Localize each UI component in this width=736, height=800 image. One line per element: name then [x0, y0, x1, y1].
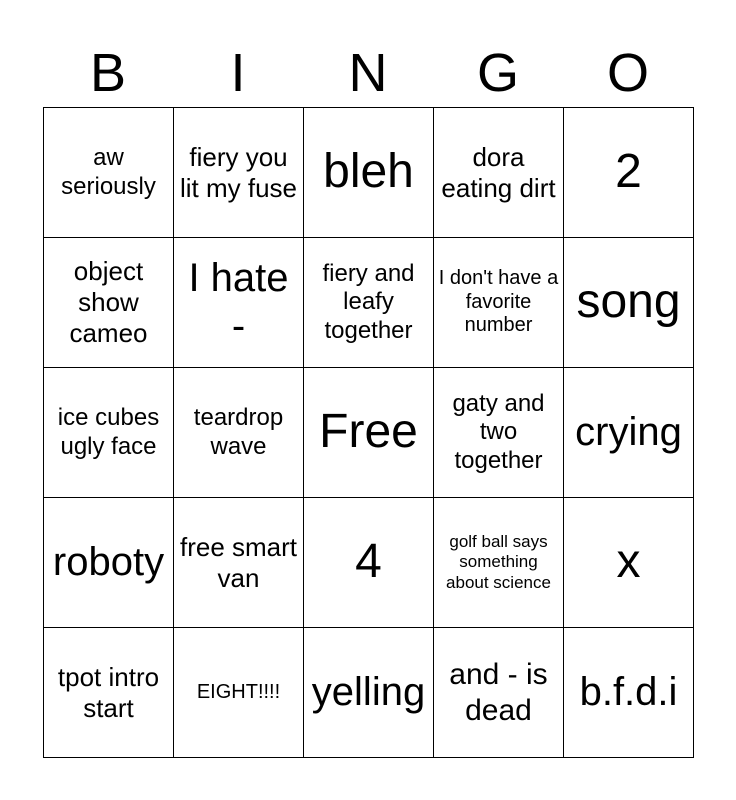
bingo-cell[interactable]: and - is dead [434, 628, 564, 758]
header-letter-g: G [476, 43, 519, 103]
board-row [44, 368, 694, 498]
bingo-cell[interactable]: I hate - [174, 238, 304, 368]
bingo-cell[interactable]: dora eating dirt [434, 108, 564, 238]
bingo-cell[interactable]: x [564, 498, 694, 628]
header-letter-n: N [348, 43, 388, 103]
bingo-cell[interactable]: song [564, 238, 694, 368]
board-row [44, 108, 694, 238]
board-row [44, 238, 694, 368]
board-row [44, 498, 694, 628]
bingo-cell[interactable]: roboty [44, 498, 174, 628]
bingo-cell free-space[interactable]: Free [304, 368, 434, 498]
bingo-cell[interactable]: fiery you lit my fuse [174, 108, 304, 238]
bingo-cell[interactable]: aw seriously [44, 108, 174, 238]
board-row [44, 628, 694, 758]
bingo-cell[interactable]: object show cameo [44, 238, 174, 368]
bingo-cell[interactable]: I don't have a favorite number [434, 238, 564, 368]
bingo-cell[interactable]: bleh [304, 108, 434, 238]
bingo-cell[interactable]: gaty and two together [434, 368, 564, 498]
bingo-cell[interactable]: teardrop wave [174, 368, 304, 498]
bingo-cell[interactable]: tpot intro start [44, 628, 174, 758]
header-letter-b: B [89, 43, 127, 103]
bingo-cell[interactable]: free smart van [174, 498, 304, 628]
bingo-cell[interactable]: EIGHT!!!! [174, 628, 304, 758]
header-letter-i: I [230, 43, 246, 103]
bingo-cell[interactable]: golf ball says something about science [434, 498, 564, 628]
bingo-cell[interactable]: ice cubes ugly face [44, 368, 174, 498]
bingo-cell[interactable]: crying [564, 368, 694, 498]
bingo-cell[interactable]: fiery and leafy together [304, 238, 434, 368]
header-letter-o: O [606, 43, 649, 103]
bingo-board [43, 107, 694, 758]
bingo-cell[interactable]: 4 [304, 498, 434, 628]
bingo-header [43, 40, 693, 106]
bingo-cell[interactable]: b.f.d.i [564, 628, 694, 758]
bingo-cell[interactable]: yelling [304, 628, 434, 758]
bingo-cell[interactable]: 2 [564, 108, 694, 238]
